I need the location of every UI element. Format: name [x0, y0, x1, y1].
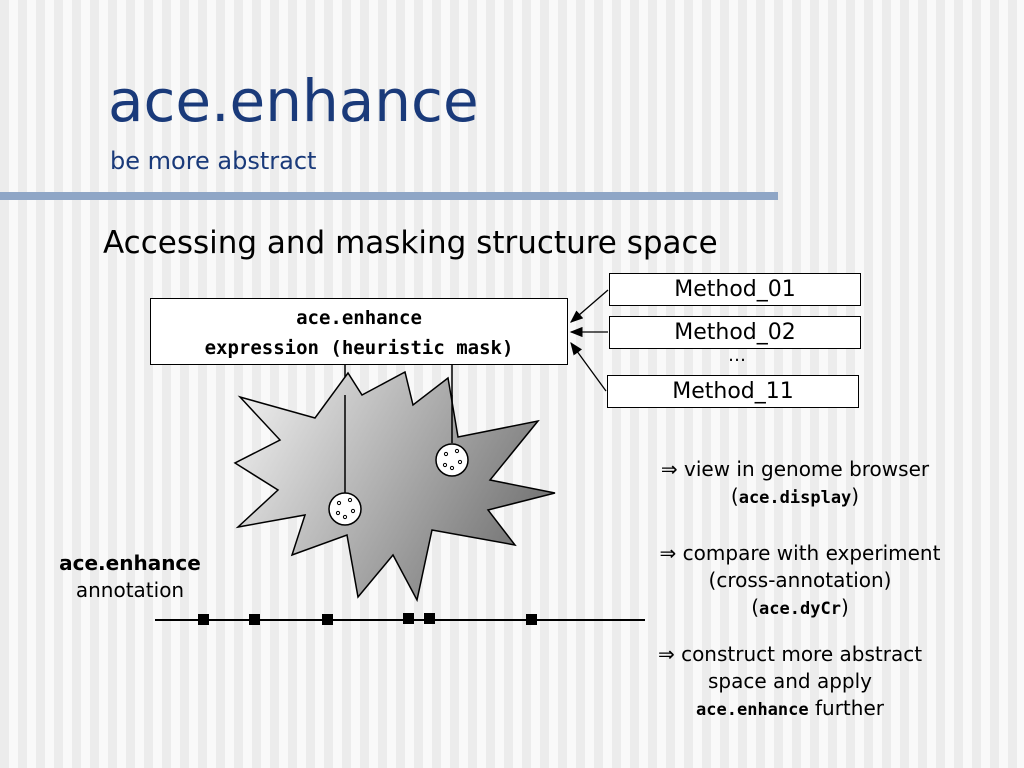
slide-title: ace.enhance [108, 67, 479, 135]
note-view-code: ace.display [738, 488, 852, 508]
note-compare-code: ace.dyCr [759, 599, 841, 619]
paren-close: ) [840, 595, 849, 619]
dotted-circle-right [436, 444, 468, 476]
note-compare-line2: (cross-annotation) [708, 568, 892, 592]
main-box-line1: ace.enhance [296, 307, 422, 329]
annotation-mark [198, 614, 209, 625]
annotation-mark [526, 614, 537, 625]
annotation-mark [424, 613, 435, 624]
annotation-mark [322, 614, 333, 625]
arrow-method-11 [571, 343, 606, 391]
method-box-02: Method_02 [609, 316, 861, 349]
note-construct-line2: space and apply [707, 669, 873, 693]
annotation-mark [403, 613, 414, 624]
methods-ellipsis: … [728, 345, 746, 366]
paren-close: ) [851, 484, 860, 508]
dotted-circle-left [329, 493, 361, 525]
paren-open: ( [751, 595, 760, 619]
slide-subtitle: be more abstract [110, 147, 317, 175]
annotation-mark [249, 614, 260, 625]
method-box-11: Method_11 [607, 375, 859, 408]
note-compare-text: compare with experiment [682, 541, 941, 565]
arrow-method-01 [571, 290, 608, 322]
note-view [630, 456, 960, 512]
implies-icon: ⇒ [659, 541, 677, 565]
note-compare [630, 540, 970, 623]
main-box-line2: expression (heuristic mask) [204, 337, 514, 359]
implies-icon: ⇒ [657, 642, 675, 666]
note-construct [620, 641, 960, 724]
structure-space-star [235, 372, 555, 600]
slide-heading: Accessing and masking structure space [103, 225, 718, 261]
annotation-subtitle: annotation [75, 578, 185, 602]
note-construct-code: ace.enhance [696, 700, 809, 720]
ace-enhance-expression-box [150, 298, 568, 365]
paren-open: ( [730, 484, 739, 508]
annotation-title: ace.enhance [59, 551, 201, 575]
method-box-01: Method_01 [609, 273, 861, 306]
implies-icon: ⇒ [660, 457, 678, 481]
note-construct-tail: further [814, 696, 884, 720]
note-view-text: view in genome browser [684, 457, 930, 481]
note-construct-text: construct more abstract [681, 642, 923, 666]
